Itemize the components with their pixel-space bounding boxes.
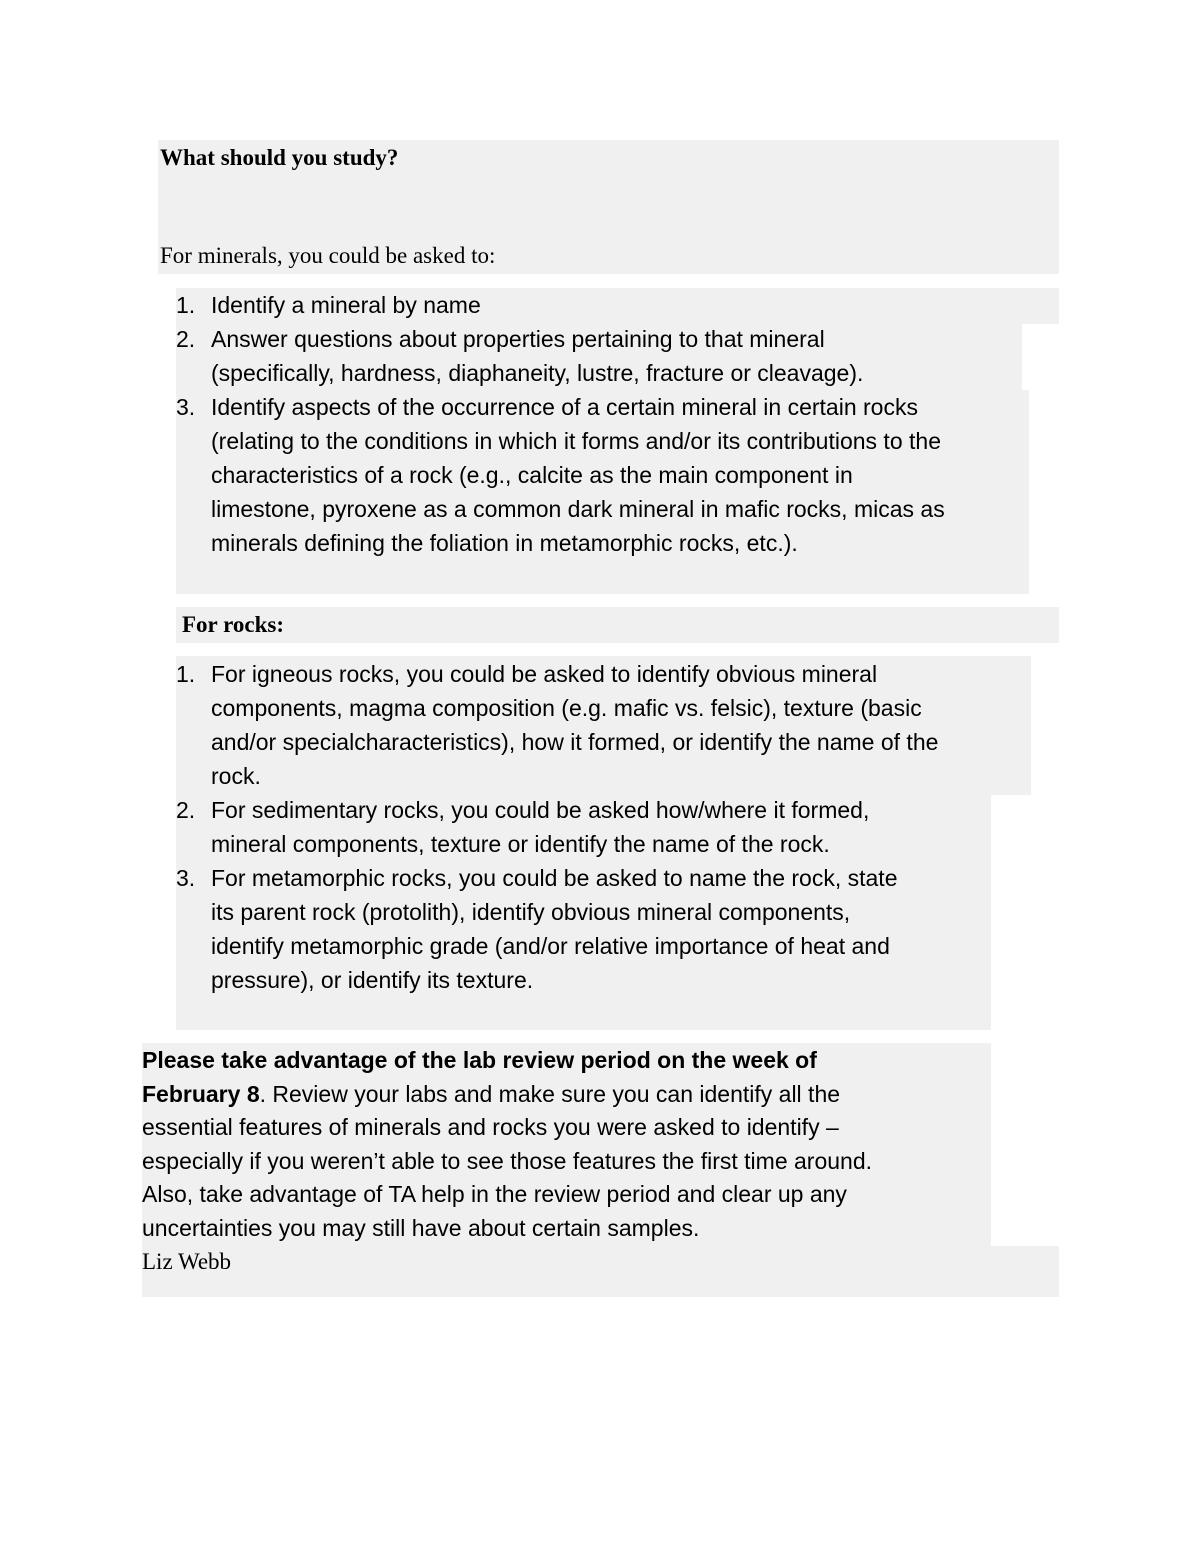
list-item-line: minerals defining the foliation in metamorphic rocks, etc.). — [211, 530, 798, 556]
rocks-heading: For rocks: — [182, 612, 284, 637]
list-item-line: (relating to the conditions in which it forms and/or its contributions to the — [211, 428, 941, 454]
list-item — [176, 861, 938, 997]
list-item-line: Identify aspects of the occurrence of a certain mineral in certain rocks — [211, 394, 918, 420]
list-item — [176, 390, 945, 560]
signature-shade — [142, 1246, 1059, 1297]
list-number: 2. — [176, 326, 196, 352]
list-item — [176, 288, 945, 322]
list-item-line: For metamorphic rocks, you could be asked to name the rock, state — [211, 865, 898, 891]
minerals-intro: For minerals, you could be asked to: — [160, 243, 496, 268]
list-item-line: rock. — [211, 763, 261, 789]
list-item — [176, 657, 938, 793]
list-number: 3. — [176, 865, 196, 891]
list-number: 2. — [176, 797, 196, 823]
list-number: 1. — [176, 292, 196, 318]
advice-line — [142, 1044, 872, 1078]
list-item-line: Answer questions about properties pertaining to that mineral — [211, 326, 825, 352]
list-item-line: and/or specialcharacteristics), how it formed, or identify the name of the — [211, 729, 939, 755]
author-signature: Liz Webb — [142, 1249, 232, 1274]
list-item-line: (specifically, hardness, diaphaneity, lustre, fracture or cleavage). — [211, 360, 864, 386]
rocks-list — [176, 657, 938, 997]
list-item-line: identify metamorphic grade (and/or relative importance of heat and — [211, 933, 890, 959]
advice-date: February 8 — [142, 1080, 260, 1107]
advice-line — [142, 1078, 872, 1112]
advice-bold-text: Please take advantage of the lab review period on the week of — [142, 1047, 817, 1073]
list-number: 3. — [176, 394, 196, 420]
minerals-list — [176, 288, 945, 560]
list-item-line: limestone, pyroxene as a common dark mineral in mafic rocks, micas as — [211, 496, 945, 522]
list-item-line: For sedimentary rocks, you could be asked how/where it formed, — [211, 797, 870, 823]
advice-text: . Review your labs and make sure you can identify all the — [259, 1080, 841, 1107]
list-item-line: components, magma composition (e.g. mafic vs. felsic), texture (basic — [211, 695, 922, 721]
list-number: 1. — [176, 661, 196, 687]
review-advice — [142, 1044, 872, 1246]
advice-line: essential features of minerals and rocks you were asked to identify – — [142, 1114, 839, 1141]
list-item-line: characteristics of a rock (e.g., calcite as the main component in — [211, 462, 853, 488]
list-item-line: its parent rock (protolith), identify obvious mineral components, — [211, 899, 851, 925]
page-heading: What should you study? — [160, 145, 399, 170]
list-item-line: mineral components, texture or identify the name of the rock. — [211, 831, 830, 857]
advice-line: uncertainties you may still have about certain samples. — [142, 1214, 700, 1241]
rocks-heading-shade — [176, 607, 1059, 643]
list-item-line: For igneous rocks, you could be asked to identify obvious mineral — [211, 661, 878, 687]
advice-line: especially if you weren’t able to see those features the first time around. — [142, 1147, 873, 1174]
list-item — [176, 322, 945, 390]
list-item-line: pressure), or identify its texture. — [211, 967, 534, 993]
advice-line: Also, take advantage of TA help in the review period and clear up any — [142, 1181, 847, 1208]
list-item-line: Identify a mineral by name — [211, 292, 481, 318]
list-item — [176, 793, 938, 861]
